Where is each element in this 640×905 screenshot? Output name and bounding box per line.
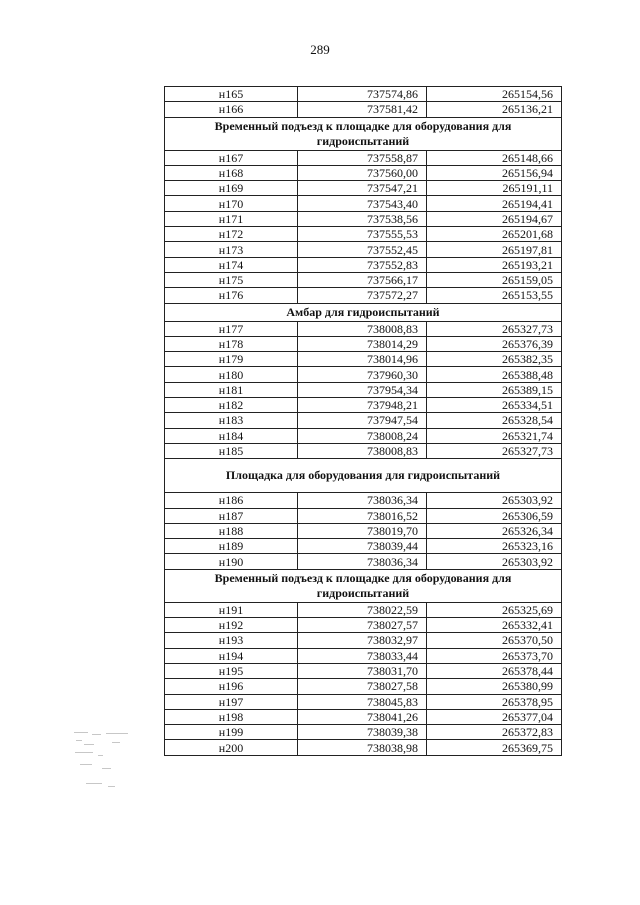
table-row [165,740,562,755]
point-id-cell: н176 [165,288,298,303]
table-row [165,554,562,569]
point-id-cell: н167 [165,150,298,165]
y-coordinate-cell: 265197,81 [427,242,562,257]
y-coordinate-cell: 265369,75 [427,740,562,755]
point-id-cell: н198 [165,709,298,724]
x-coordinate-cell: 738032,97 [298,633,427,648]
point-id-cell: н181 [165,382,298,397]
y-coordinate-cell: 265327,73 [427,443,562,458]
table-row [165,523,562,538]
table-row [165,181,562,196]
y-coordinate-cell: 265321,74 [427,428,562,443]
x-coordinate-cell: 737574,86 [298,87,427,102]
y-coordinate-cell: 265303,92 [427,554,562,569]
point-id-cell: н185 [165,443,298,458]
x-coordinate-cell: 738039,38 [298,725,427,740]
section-title: Временный подъезд к площадке для оборудования для гидроиспытаний [165,117,562,150]
y-coordinate-cell: 265306,59 [427,508,562,523]
y-coordinate-cell: 265389,15 [427,382,562,397]
x-coordinate-cell: 737948,21 [298,398,427,413]
y-coordinate-cell: 265154,56 [427,87,562,102]
table-row [165,352,562,367]
section-header-row [165,459,562,493]
x-coordinate-cell: 738045,83 [298,694,427,709]
table-row [165,288,562,303]
x-coordinate-cell: 738041,26 [298,709,427,724]
x-coordinate-cell: 738038,98 [298,740,427,755]
y-coordinate-cell: 265378,44 [427,663,562,678]
point-id-cell: н172 [165,227,298,242]
x-coordinate-cell: 738039,44 [298,539,427,554]
x-coordinate-cell: 738014,96 [298,352,427,367]
point-id-cell: н168 [165,165,298,180]
x-coordinate-cell: 737547,21 [298,181,427,196]
y-coordinate-cell: 265191,11 [427,181,562,196]
y-coordinate-cell: 265388,48 [427,367,562,382]
x-coordinate-cell: 738036,34 [298,554,427,569]
point-id-cell: н174 [165,257,298,272]
y-coordinate-cell: 265332,41 [427,618,562,633]
x-coordinate-cell: 738008,24 [298,428,427,443]
y-coordinate-cell: 265373,70 [427,648,562,663]
x-coordinate-cell: 738036,34 [298,493,427,508]
point-id-cell: н200 [165,740,298,755]
point-id-cell: н166 [165,102,298,117]
y-coordinate-cell: 265323,16 [427,539,562,554]
point-id-cell: н173 [165,242,298,257]
x-coordinate-cell: 737954,34 [298,382,427,397]
table-row [165,602,562,617]
point-id-cell: н186 [165,493,298,508]
x-coordinate-cell: 737558,87 [298,150,427,165]
point-id-cell: н169 [165,181,298,196]
point-id-cell: н184 [165,428,298,443]
section-header-row [165,303,562,321]
table-row [165,648,562,663]
x-coordinate-cell: 737552,45 [298,242,427,257]
point-id-cell: н187 [165,508,298,523]
y-coordinate-cell: 265136,21 [427,102,562,117]
point-id-cell: н180 [165,367,298,382]
y-coordinate-cell: 265194,67 [427,211,562,226]
point-id-cell: н171 [165,211,298,226]
table-row [165,257,562,272]
x-coordinate-cell: 738008,83 [298,321,427,336]
x-coordinate-cell: 738014,29 [298,336,427,351]
point-id-cell: н175 [165,272,298,287]
x-coordinate-cell: 738031,70 [298,663,427,678]
y-coordinate-cell: 265378,95 [427,694,562,709]
y-coordinate-cell: 265159,05 [427,272,562,287]
section-title: Временный подъезд к площадке для оборудования для гидроиспытаний [165,569,562,602]
x-coordinate-cell: 738027,58 [298,679,427,694]
x-coordinate-cell: 737555,53 [298,227,427,242]
table-row [165,428,562,443]
table-row [165,493,562,508]
point-id-cell: н170 [165,196,298,211]
y-coordinate-cell: 265372,83 [427,725,562,740]
y-coordinate-cell: 265376,39 [427,336,562,351]
table-row [165,150,562,165]
point-id-cell: н192 [165,618,298,633]
x-coordinate-cell: 738033,44 [298,648,427,663]
table-row [165,398,562,413]
y-coordinate-cell: 265193,21 [427,257,562,272]
x-coordinate-cell: 737538,56 [298,211,427,226]
table-row [165,336,562,351]
table-row [165,382,562,397]
y-coordinate-cell: 265303,92 [427,493,562,508]
x-coordinate-cell: 738008,83 [298,443,427,458]
point-id-cell: н189 [165,539,298,554]
section-title: Амбар для гидроиспытаний [165,303,562,321]
point-id-cell: н183 [165,413,298,428]
point-id-cell: н191 [165,602,298,617]
x-coordinate-cell: 738019,70 [298,523,427,538]
table-row [165,618,562,633]
y-coordinate-cell: 265148,66 [427,150,562,165]
table-row [165,709,562,724]
point-id-cell: н195 [165,663,298,678]
x-coordinate-cell: 737566,17 [298,272,427,287]
point-id-cell: н190 [165,554,298,569]
x-coordinate-cell: 737543,40 [298,196,427,211]
point-id-cell: н196 [165,679,298,694]
x-coordinate-cell: 738027,57 [298,618,427,633]
table-row [165,633,562,648]
y-coordinate-cell: 265326,34 [427,523,562,538]
table-row [165,211,562,226]
section-title: Площадка для оборудования для гидроиспытаний [165,459,562,493]
point-id-cell: н193 [165,633,298,648]
y-coordinate-cell: 265325,69 [427,602,562,617]
table-row [165,694,562,709]
x-coordinate-cell: 738016,52 [298,508,427,523]
table-row [165,102,562,117]
x-coordinate-cell: 737560,00 [298,165,427,180]
coordinates-table-body [165,87,562,756]
y-coordinate-cell: 265327,73 [427,321,562,336]
point-id-cell: н194 [165,648,298,663]
page-number: 289 [310,42,330,57]
table-row [165,165,562,180]
table-row [165,87,562,102]
section-header-row [165,569,562,602]
y-coordinate-cell: 265153,55 [427,288,562,303]
section-header-row [165,117,562,150]
table-row [165,443,562,458]
x-coordinate-cell: 737581,42 [298,102,427,117]
table-row [165,321,562,336]
table-row [165,539,562,554]
point-id-cell: н188 [165,523,298,538]
point-id-cell: н179 [165,352,298,367]
point-id-cell: н165 [165,87,298,102]
table-row [165,725,562,740]
point-id-cell: н199 [165,725,298,740]
table-row [165,679,562,694]
y-coordinate-cell: 265370,50 [427,633,562,648]
y-coordinate-cell: 265382,35 [427,352,562,367]
scan-artifact [72,728,152,798]
table-row [165,508,562,523]
y-coordinate-cell: 265334,51 [427,398,562,413]
point-id-cell: н177 [165,321,298,336]
x-coordinate-cell: 737960,30 [298,367,427,382]
y-coordinate-cell: 265201,68 [427,227,562,242]
table-row [165,367,562,382]
point-id-cell: н178 [165,336,298,351]
point-id-cell: н197 [165,694,298,709]
table-row [165,242,562,257]
y-coordinate-cell: 265380,99 [427,679,562,694]
y-coordinate-cell: 265328,54 [427,413,562,428]
x-coordinate-cell: 738022,59 [298,602,427,617]
table-row [165,196,562,211]
table-row [165,413,562,428]
table-row [165,663,562,678]
y-coordinate-cell: 265194,41 [427,196,562,211]
x-coordinate-cell: 737572,27 [298,288,427,303]
coordinates-table [164,86,562,756]
table-row [165,227,562,242]
x-coordinate-cell: 737947,54 [298,413,427,428]
y-coordinate-cell: 265377,04 [427,709,562,724]
x-coordinate-cell: 737552,83 [298,257,427,272]
table-row [165,272,562,287]
y-coordinate-cell: 265156,94 [427,165,562,180]
point-id-cell: н182 [165,398,298,413]
